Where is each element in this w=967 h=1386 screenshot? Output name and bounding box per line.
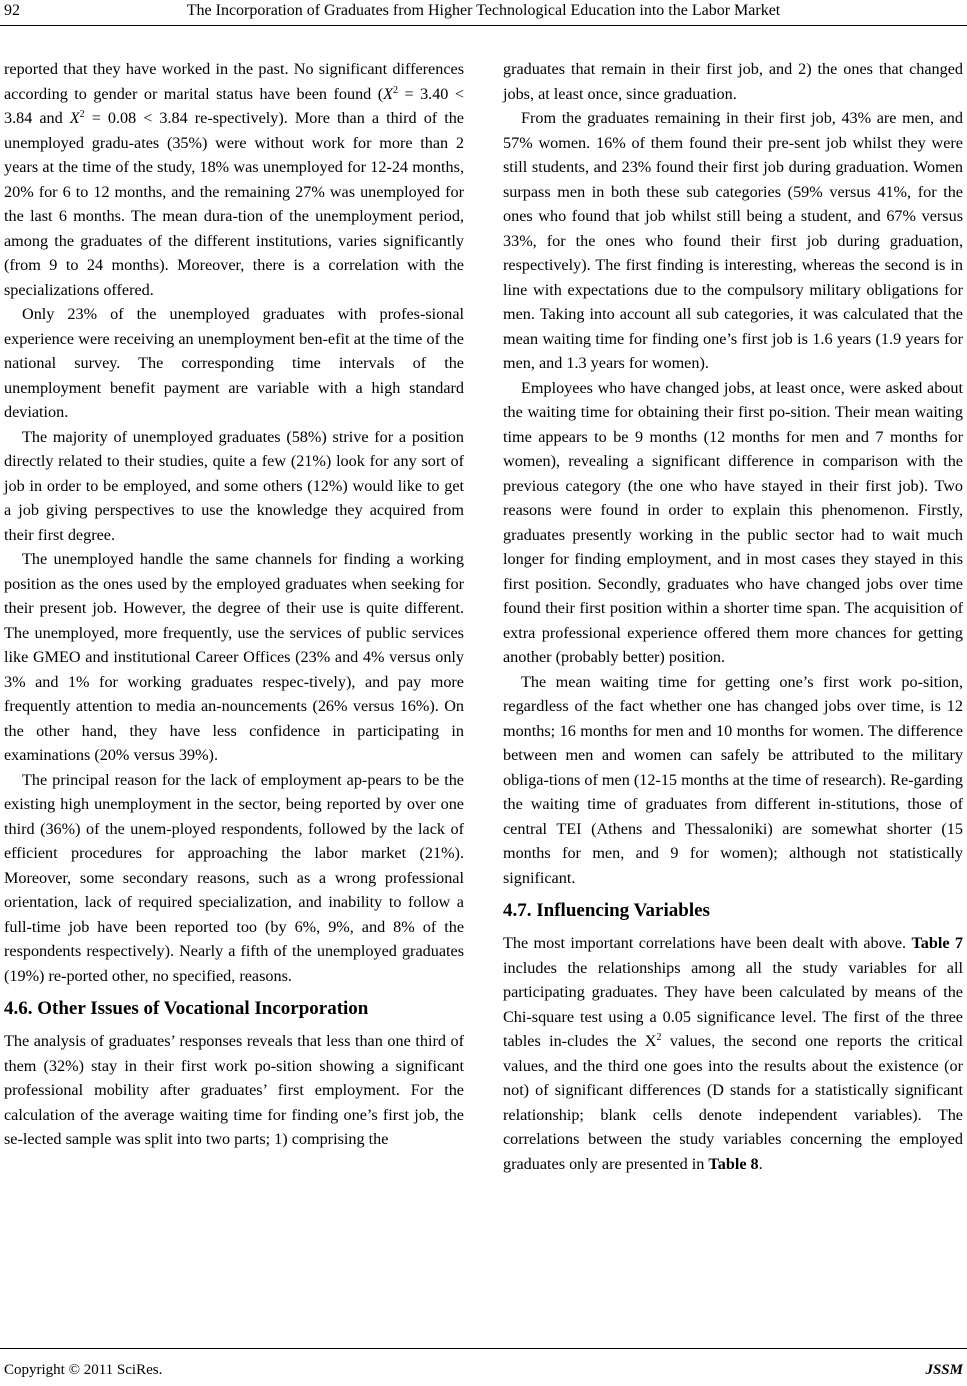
section-heading: 4.7. Influencing Variables [503, 900, 710, 921]
copyright: Copyright © 2011 SciRes. [4, 1362, 163, 1378]
section-heading: 4.6. Other Issues of Vocational Incorporation [4, 998, 369, 1019]
table-reference: Table 8 [708, 1154, 759, 1173]
paragraph: Employees who have changed jobs, at least once, were asked about the waiting time for obtaining their first po-sition. Their mean waiting time appears to be 9 months (12 months for men and 7 months for women), revealing a significant difference in comparison with the previous category (the one who have stayed in their first job). Two reasons were found in order to explain this phenomenon. Firstly, graduates presently working in the public sector had to wait much longer for finding employment, and in most cases they stayed in this first position. Secondly, graduates who have changed jobs over time found their first position within a shorter time span. The acquisition of extra professional experience offered them more chances for getting another (probably better) position. [503, 378, 963, 666]
table-reference: Table 7 [911, 934, 963, 952]
paragraph: The unemployed handle the same channels for finding a working position as the ones used by the employed graduates when seeking for their present job. However, the degree of their use is quite different. The unemployed, more frequently, use the services of public services like GMEO and institutional Career Offices (23% and 4% versus only 3% and 1% for working graduates respec-tively), and pay more frequently attention to media an-nouncements (26% versus 16%). On the other hand, they have less confidence in participating in examinations (20% versus 39%). [4, 550, 464, 764]
paragraph: The most important correlations have been dealt with above. Table 7 includes the relationships among all the study variables for all participating graduates. They have been calculated by means of the Chi-square test using a 0.05 significance level. The first of the three tables in-cludes the $X^2$ values, the second one reports the critical values, and the third one goes into the results about the existence (or not) of significant differences (D stands for a statistically significant relationship; blank cells denote independent variables). The correlations between the study variables concerning the employed graduates only are presented in Table 8. [503, 934, 963, 1173]
paragraph: From the graduates remaining in their first job, 43% are men, and 57% women. 16% of them found their pre-sent job whilst they were still students, and 23% found their first job during graduation. Women surpass men in both these sub categories (59% versus 41%, for the ones who found that job whilst still being a student, and 67% versus 33%, for the ones who found their first job during graduation, respectively). The first finding is interesting, whereas the second is in line with expectations due to the compulsory military obligations for men. Taking into account all sub categories, it was calculated that the mean waiting time for finding one’s first job is 1.6 years (1.9 years for men, and 1.3 years for women). [503, 109, 963, 372]
footer-rule [0, 1348, 967, 1349]
right-column [503, 57, 963, 1176]
page-number: 92 [4, 2, 20, 19]
paragraph: The analysis of graduates’ responses reveals that less than one third of them (32%) stay in their first work po-sition showing a significant professional mobility after graduates’ first employment. For the calculation of the average waiting time for finding one’s first job, the se-lected sample was split into two parts; 1) comprising the [4, 1032, 464, 1148]
paragraph: The majority of unemployed graduates (58%) strive for a position directly related to their studies, quite a few (21%) look for any sort of job in order to be employed, and some others (12%) would like to get a job giving perspectives to use the knowledge they acquired from their first degree. [4, 427, 464, 544]
paragraph: Only 23% of the unemployed graduates with profes-sional experience were receiving an unemployment ben-efit at the time of the national survey. The corresponding time intervals of the unemployment benefit payment are variable with a high standard deviation. [4, 305, 464, 421]
paragraph: The principal reason for the lack of employment ap-pears to be the existing high unemployment in the sector, being reported by over one third (36%) of the unem-ployed respondents, followed by the lack of efficient procedures for approaching the labor market (21%). Moreover, some secondary reasons, such as a wrong professional orientation, lack of required specialization, and inability to follow a full-time job have been reported too (by 6%, 9%, and 8% of the respondents respectively). Nearly a fifth of the unemployed graduates (19%) re-ported other, no specified, reasons. [4, 770, 464, 985]
journal-abbreviation: JSSM [925, 1362, 963, 1378]
paragraph: The mean waiting time for getting one’s first work po-sition, regardless of the fact whether one has changed jobs over time, is 12 months; 16 months for men and 10 months for women. The difference between men and women can safely be attributed to the military obliga-tions of men (12-15 months at the time of research). Re-garding the waiting time of graduates from different in-stitutions, those of central TEI (Athens and Thessaloniki) are somewhat shorter (15 months for men, and 9 for women); although not statistically significant. [503, 672, 963, 887]
paragraph: reported that they have worked in the past. No significant differences according to gender or marital status have been found ($X^2 = 3.40 < 3.84$ and $X^2 = 0.08 < 3.84$ re-spectively). More than a third of the unemployed gradu-ates (35%) were without work for more than 2 years at the time of the study, 18% was unemployed for 12-24 months, 20% for 6 to 12 months, and the remaining 27% was unemployed for the last 6 months. The mean dura-tion of the unemployment period, among the graduates of the different institutions, varies significantly (from 9 to 24 months). Moreover, there is a correlation with the specializations offered. [4, 60, 465, 299]
paragraph: graduates that remain in their first job, and 2) the ones that changed jobs, at least once, since graduation. [503, 60, 963, 103]
header-rule [0, 25, 967, 26]
running-title: The Incorporation of Graduates from Higher Technological Education into the Labor Market [186, 2, 781, 19]
left-column [4, 57, 464, 1152]
page-header [0, 0, 967, 26]
